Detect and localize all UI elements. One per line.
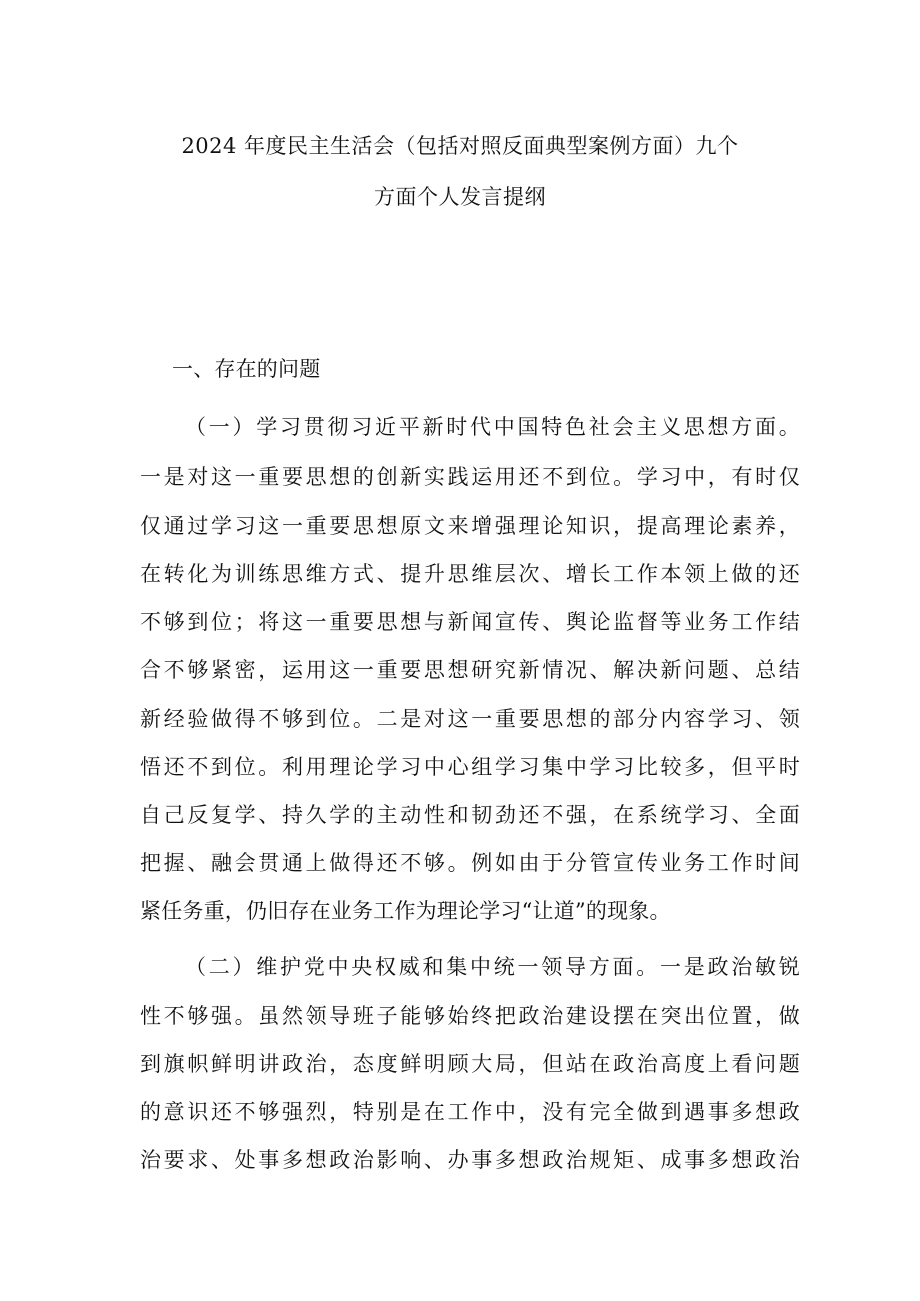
paragraph-line: 自己反复学、持久学的主动性和韧劲还不强，在系统学习、全面 [140, 803, 800, 827]
document-title-line-1: 2024 年度民主生活会（包括对照反面典型案例方面）九个 [181, 134, 739, 158]
paragraph-line: 治要求、处事多想政治影响、办事多想政治规矩、成事多想政治 [140, 1148, 800, 1172]
paragraph-line: 不够到位；将这一重要思想与新闻宣传、舆论监督等业务工作结 [140, 610, 800, 634]
paragraph-line: 合不够紧密，运用这一重要思想研究新情况、解决新问题、总结 [140, 658, 800, 682]
paragraph-line: 新经验做得不够到位。二是对这一重要思想的部分内容学习、领 [140, 707, 800, 731]
paragraph-line: 性不够强。虽然领导班子能够始终把政治建设摆在突出位置，做 [140, 1004, 800, 1028]
paragraph-line: 一是对这一重要思想的创新实践运用还不到位。学习中，有时仅 [140, 465, 800, 489]
paragraph-line: （二）维护党中央权威和集中统一领导方面。一是政治敏锐 [185, 955, 800, 979]
document-title-line-2: 方面个人发言提纲 [374, 185, 546, 209]
paragraph-line: 到旗帜鲜明讲政治，态度鲜明顾大局，但站在政治高度上看问题 [140, 1052, 800, 1076]
paragraph-line: 紧任务重，仍旧存在业务工作为理论学习“让道”的现象。 [140, 899, 671, 923]
section-heading: 一、存在的问题 [172, 357, 321, 381]
paragraph-line: （一）学习贯彻习近平新时代中国特色社会主义思想方面。 [185, 415, 800, 439]
paragraph-line: 的意识还不够强烈，特别是在工作中，没有完全做到遇事多想政 [140, 1100, 800, 1124]
paragraph-line: 仅通过学习这一重要思想原文来增强理论知识，提高理论素养， [140, 514, 800, 538]
paragraph-line: 悟还不到位。利用理论学习中心组学习集中学习比较多，但平时 [140, 755, 800, 779]
paragraph-line: 把握、融会贯通上做得还不够。例如由于分管宣传业务工作时间 [140, 851, 800, 875]
paragraph-line: 在转化为训练思维方式、提升思维层次、增长工作本领上做的还 [140, 562, 800, 586]
